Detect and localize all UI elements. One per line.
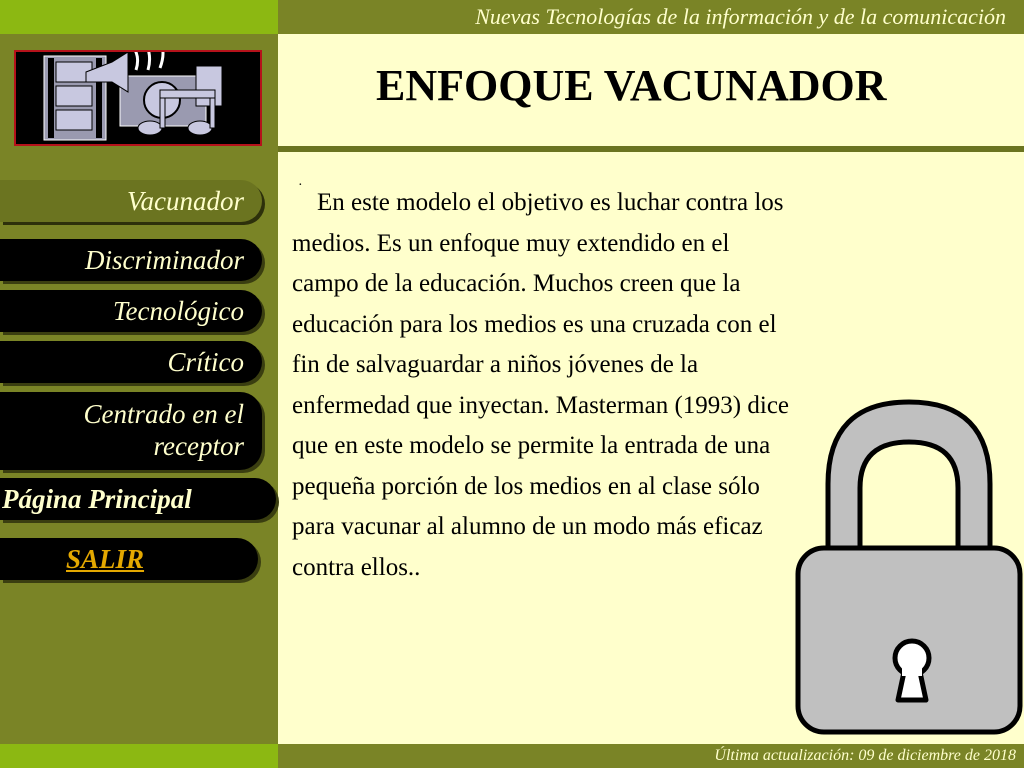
nav-critico[interactable]: [0, 341, 262, 383]
nav-centrado-receptor[interactable]: [0, 392, 262, 470]
nav-centrado-line1: Centrado en el: [83, 399, 244, 429]
nav-vacunador[interactable]: [0, 180, 262, 222]
body-text: En este modelo el objetivo es luchar contra los medios. Es un enfoque muy extendido en el campo de la educación. Muchos creen que la educación para los medios es una cruzada con el fin de salvaguardar a niños jóvenes de la enfermedad que inyectan. Masterman (1993) dice que en este modelo se permite la entrada de una pequeña porción de los medios en al clase sólo para vacunar al alumno de un modo más eficaz contra ellos..: [292, 189, 790, 581]
nav-vacunador-label: Vacunador: [127, 186, 244, 216]
nav-salir-label: SALIR: [66, 544, 145, 574]
nav-centrado-line2: receptor: [153, 431, 244, 461]
nav-principal-label: Página Principal: [2, 484, 192, 514]
bottom-left-accent: [0, 744, 278, 768]
header-bar: [278, 0, 1024, 34]
nav-discriminador[interactable]: [0, 239, 262, 281]
nav-discriminador-label: Discriminador: [84, 245, 244, 275]
nav-salir-link[interactable]: [0, 538, 258, 580]
nav-tecnologico-label: Tecnológico: [113, 296, 244, 326]
footer-bar: [278, 744, 1024, 768]
multimedia-logo-icon: [14, 50, 262, 146]
title-divider: [278, 146, 1024, 152]
page-title: ENFOQUE VACUNADOR: [376, 61, 887, 110]
nav-pagina-principal[interactable]: [0, 478, 276, 520]
padlock-icon: [794, 396, 1024, 736]
top-left-accent: [0, 0, 278, 34]
nav-critico-label: Crítico: [167, 347, 244, 377]
nav-tecnologico[interactable]: [0, 290, 262, 332]
header-title: Nuevas Tecnologías de la información y de la comunicación: [475, 4, 1006, 29]
last-updated: Última actualización: 09 de diciembre de 2018: [714, 747, 1016, 764]
body-paragraph: [292, 183, 792, 588]
bullet-marker: ·: [298, 178, 303, 193]
